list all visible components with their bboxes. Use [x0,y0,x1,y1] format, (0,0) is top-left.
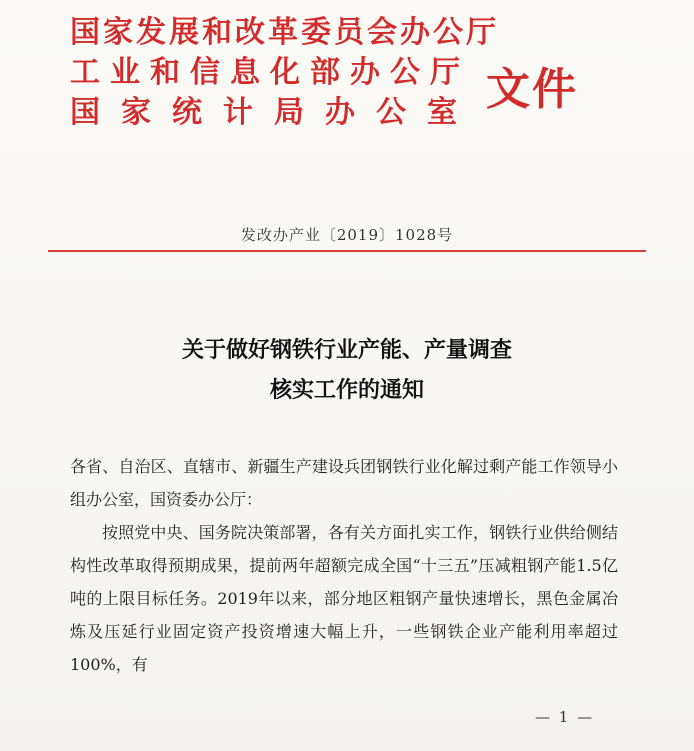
issuer-nbs: 国家统计局办公室 [70,95,478,130]
document-number: 发改办产业〔2019〕1028号 [240,226,454,244]
title-line-1: 关于做好钢铁行业产能、产量调查 [181,337,512,363]
page-number: — 1 — [535,708,595,726]
issuer-miit: 工业和信息化部办公厅 [70,55,470,90]
document-body [70,450,618,681]
red-separator-line [48,250,646,252]
document-title [0,330,694,410]
issuer-ndrc: 国家发展和改革委员会办公厅 [70,15,499,50]
body-paragraph: 按照党中央、国务院决策部署，各有关方面扎实工作，钢铁行业供给侧结构性改革取得预期成果，提前两年超额完成全国“十三五”压减粗钢产能1.5亿吨的上限目标任务。2019年以来，部分地区粗钢产量快速增长，黑色金属冶炼及压延行业固定资产投资增速大幅上升，一些钢铁企业产能利用率超过100%，有 [70,523,618,674]
title-line-2: 核实工作的通知 [269,377,424,403]
document-type-label: 文件 [486,64,578,115]
addressee: 各省、自治区、直辖市、新疆生产建设兵团钢铁行业化解过剩产能工作领导小组办公室，国资委办公厅： [70,457,618,509]
issuing-authorities [70,15,499,130]
